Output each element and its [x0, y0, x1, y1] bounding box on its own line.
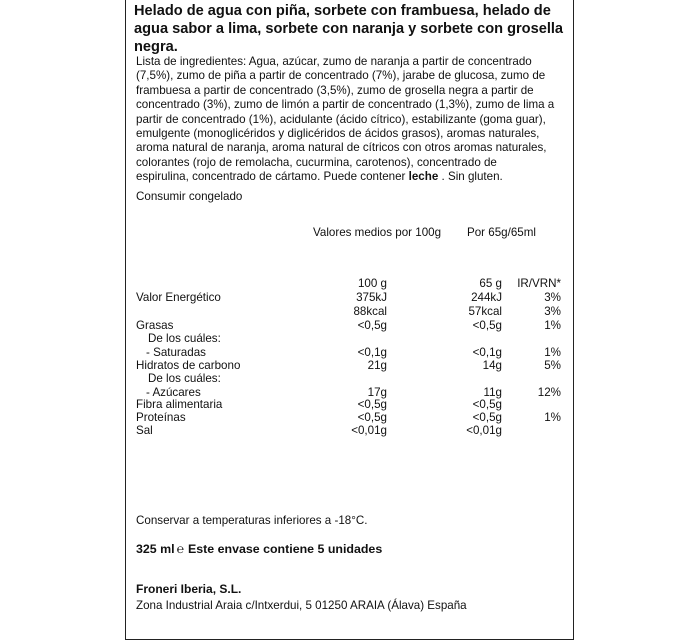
nutrient-value-ir: 1% [544, 346, 561, 359]
estimated-sign-icon: ℮ [176, 542, 185, 556]
nutrient-label: Valor Energético [136, 291, 221, 304]
nutrient-value-100: 17g [367, 386, 387, 399]
nutrient-value-65: <0,5g [472, 398, 502, 411]
ingredients-line: colorantes (rojo de remolacha, cucurmina, carotenos), concentrado de [136, 155, 497, 169]
title-line: Helado de agua con piña, sorbete con frambuesa, helado de [134, 3, 551, 19]
ingredients-line: partir de concentrado (1%), acidulante (ácido cítrico), estabilizante (goma guar), [136, 112, 546, 126]
package-units: Este envase contiene 5 unidades [188, 542, 383, 556]
nutrient-label: Sal [136, 424, 153, 437]
nutrient-value-100: 21g [367, 359, 387, 372]
ingredients-line: espirulina, concentrado de cártamo. Puede contener [136, 170, 406, 184]
nutrient-value-65: 11g [483, 386, 502, 399]
ingredients-line: Lista de ingredientes: Agua, azúcar, zumo de naranja a partir de concentrado [136, 55, 532, 68]
allergen-text: leche [408, 170, 439, 184]
label-panel [125, 0, 574, 640]
nutrition-header-per100: Valores medios por 100g [313, 226, 442, 239]
nutrient-value-65: <0,5g [472, 319, 502, 332]
package-volume: 325 ml [136, 542, 175, 556]
company-address: Zona Industrial Araia c/Intxerdui, 5 01250 ARAIA (Álava) España [136, 599, 467, 612]
ingredients-line: concentrado (3%), zumo de limón a partir de concentrado (1,3%), zumo de lima a [136, 98, 555, 112]
nutrient-label: Proteínas [136, 411, 186, 424]
nutrition-subheader-100: 100 g [357, 277, 387, 290]
nutrient-value-100: <0,1g [357, 346, 387, 359]
nutrient-value-100: 88kcal [353, 305, 387, 318]
ingredients-line: aroma natural de naranja, aroma natural de cítricos con otros aromas naturales, [136, 141, 547, 155]
nutrient-value-ir: 3% [544, 305, 561, 318]
company-name: Froneri Iberia, S.L. [136, 582, 242, 596]
nutrient-label: Grasas [136, 319, 174, 332]
nutrient-value-ir: 1% [544, 319, 561, 332]
ingredients-list [136, 55, 566, 185]
nutrient-value-100: <0,01g [351, 424, 387, 437]
nutrient-value-ir: 3% [544, 291, 561, 304]
nutrient-value-ir: 12% [537, 386, 561, 399]
nutrient-label: - Azúcares [146, 386, 201, 399]
package-info [136, 542, 382, 556]
nutrient-value-100: <0,5g [357, 398, 387, 411]
title-line: negra. [134, 39, 178, 55]
gluten-note: . Sin gluten. [441, 170, 503, 184]
nutrient-value-65: <0,1g [472, 346, 502, 359]
nutrient-value-ir: 1% [544, 411, 561, 424]
nutrient-value-100: <0,5g [357, 411, 387, 424]
ingredients-line: emulgente (monoglicéridos y diglicéridos de ácidos grasos), aromas naturales, [136, 127, 540, 141]
temperature-note: Conservar a temperaturas inferiores a -18°C. [136, 514, 368, 527]
nutrition-subheader-65: 65 g [479, 277, 502, 290]
nutrient-value-ir: 5% [544, 359, 561, 372]
nutrient-value-100: 375kJ [356, 291, 387, 304]
ingredients-line: (7,5%), zumo de piña a partir de concentrado (7%), jarabe de glucosa, zumo de [136, 69, 546, 83]
nutrient-label: Hidratos de carbono [136, 359, 241, 372]
nutrient-label: Fibra alimentaria [136, 398, 223, 411]
ingredients-line: frambuesa a partir de concentrado (3,5%), zumo de grosella negra a partir de [136, 83, 534, 97]
nutrient-value-65: <0,5g [472, 411, 502, 424]
storage-note: Consumir congelado [136, 190, 243, 203]
nutrient-value-65: <0,01g [466, 424, 502, 437]
nutrition-subheader-ir: IR/VRN* [517, 277, 561, 290]
nutrient-value-65: 14g [482, 359, 502, 372]
nutrient-value-65: 244kJ [471, 291, 502, 304]
nutrition-header-perportion: Por 65g/65ml [467, 226, 536, 239]
product-title [134, 2, 574, 56]
nutrient-label: De los cuáles: [148, 372, 221, 385]
nutrient-label: De los cuáles: [148, 332, 221, 345]
title-line: agua sabor a lima, sorbete con naranja y sorbete con grosella [134, 21, 564, 37]
nutrient-value-65: 57kcal [468, 305, 502, 318]
nutrient-label: - Saturadas [146, 346, 206, 359]
ingredients-line-last [136, 170, 566, 184]
nutrient-value-100: <0,5g [357, 319, 387, 332]
